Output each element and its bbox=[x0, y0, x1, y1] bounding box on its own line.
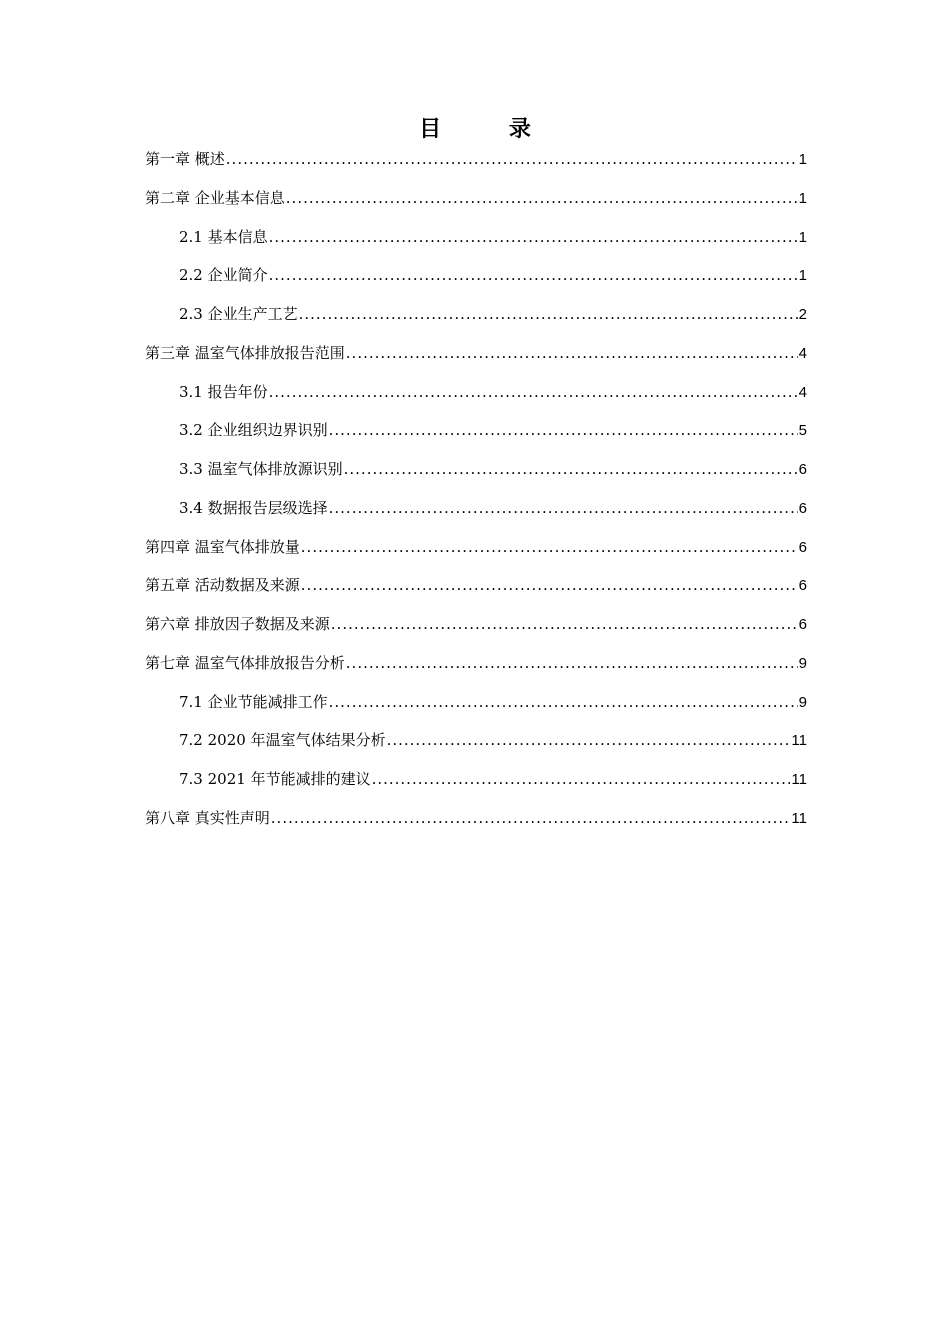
toc-entry-page-number: 6 bbox=[798, 577, 807, 595]
toc-entry[interactable] bbox=[145, 334, 807, 373]
toc-entry-page-number: 1 bbox=[798, 267, 807, 285]
toc-entry-label: 第四章 温室气体排放量 bbox=[145, 537, 300, 556]
toc-dot-leader bbox=[299, 295, 798, 334]
toc-entry-page-number: 5 bbox=[798, 422, 807, 440]
toc-entry[interactable] bbox=[145, 605, 807, 644]
toc-title: 目 录 bbox=[419, 117, 561, 142]
toc-entry-label: 2.3 企业生产工艺 bbox=[179, 305, 298, 323]
toc-entry-page-number: 11 bbox=[791, 732, 807, 750]
toc-entry[interactable] bbox=[145, 528, 807, 567]
toc-entry-page-number: 1 bbox=[798, 189, 807, 207]
toc-entry-label: 第五章 活动数据及来源 bbox=[145, 576, 300, 595]
toc-entry-page-number: 11 bbox=[791, 771, 807, 788]
toc-entry-label: 3.3 温室气体排放源识别 bbox=[179, 460, 343, 478]
toc-entry-page-number: 1 bbox=[798, 228, 807, 246]
toc-entry[interactable] bbox=[145, 411, 807, 450]
toc-entry[interactable] bbox=[145, 450, 807, 489]
toc-entry[interactable] bbox=[145, 256, 807, 295]
toc-entry-label: 第二章 企业基本信息 bbox=[145, 188, 285, 207]
toc-entry-page-number: 6 bbox=[798, 461, 807, 478]
toc-entry-label: 7.2 2020 年温室气体结果分析 bbox=[179, 731, 386, 750]
toc-entry-label: 3.4 数据报告层级选择 bbox=[179, 498, 328, 517]
toc-entry[interactable] bbox=[145, 489, 807, 528]
toc-entry-label: 7.3 2021 年节能减排的建议 bbox=[179, 770, 371, 788]
toc-entry-page-number: 9 bbox=[798, 693, 807, 711]
toc-dot-leader bbox=[226, 140, 798, 179]
toc-dot-leader bbox=[269, 218, 798, 257]
toc-dot-leader bbox=[387, 721, 791, 760]
toc-entry-label: 3.2 企业组织边界识别 bbox=[179, 421, 328, 440]
toc-dot-leader bbox=[301, 528, 798, 567]
toc-dot-leader bbox=[329, 489, 798, 528]
toc-dot-leader bbox=[346, 334, 798, 373]
toc-dot-leader bbox=[286, 179, 798, 218]
toc-entry-label: 第七章 温室气体排放报告分析 bbox=[145, 653, 345, 672]
toc-entry-label: 第八章 真实性声明 bbox=[145, 808, 270, 827]
toc-entry-page-number: 4 bbox=[798, 383, 807, 401]
toc-dot-leader bbox=[269, 373, 798, 412]
toc-entry[interactable] bbox=[145, 295, 807, 334]
toc-dot-leader bbox=[301, 566, 798, 605]
toc-entry[interactable] bbox=[145, 140, 807, 179]
toc-entry[interactable] bbox=[145, 760, 807, 799]
toc-entry-label: 第三章 温室气体排放报告范围 bbox=[145, 343, 345, 362]
toc-entry-label: 3.1 报告年份 bbox=[179, 382, 268, 401]
toc-entry[interactable] bbox=[145, 218, 807, 257]
toc-entry-label: 第六章 排放因子数据及来源 bbox=[145, 615, 330, 633]
toc-entry-label: 第一章 概述 bbox=[145, 150, 225, 168]
toc-entry[interactable] bbox=[145, 373, 807, 412]
toc-dot-leader bbox=[329, 683, 798, 722]
toc-entry-label: 2.2 企业简介 bbox=[179, 266, 268, 285]
toc-entry[interactable] bbox=[145, 721, 807, 760]
toc-entry[interactable] bbox=[145, 644, 807, 683]
toc-entry-page-number: 4 bbox=[798, 344, 807, 362]
toc-entry-page-number: 9 bbox=[798, 654, 807, 672]
toc-entry[interactable] bbox=[145, 799, 807, 838]
toc-entry-page-number: 6 bbox=[798, 616, 807, 633]
toc-dot-leader bbox=[372, 760, 791, 799]
toc-dot-leader bbox=[346, 644, 798, 683]
toc-entry-label: 7.1 企业节能减排工作 bbox=[179, 692, 328, 711]
toc-dot-leader bbox=[329, 411, 798, 450]
toc-entry[interactable] bbox=[145, 566, 807, 605]
toc-dot-leader bbox=[269, 256, 798, 295]
toc-dot-leader bbox=[331, 605, 798, 644]
toc-entry[interactable] bbox=[145, 683, 807, 722]
table-of-contents bbox=[145, 140, 807, 838]
toc-dot-leader bbox=[344, 450, 798, 489]
toc-dot-leader bbox=[271, 799, 791, 838]
toc-entry-page-number: 1 bbox=[798, 151, 807, 168]
toc-entry-page-number: 6 bbox=[798, 538, 807, 556]
toc-entry-page-number: 2 bbox=[798, 306, 807, 323]
toc-entry[interactable] bbox=[145, 179, 807, 218]
toc-entry-label: 2.1 基本信息 bbox=[179, 227, 268, 246]
toc-entry-page-number: 11 bbox=[791, 809, 807, 827]
toc-entry-page-number: 6 bbox=[798, 499, 807, 517]
